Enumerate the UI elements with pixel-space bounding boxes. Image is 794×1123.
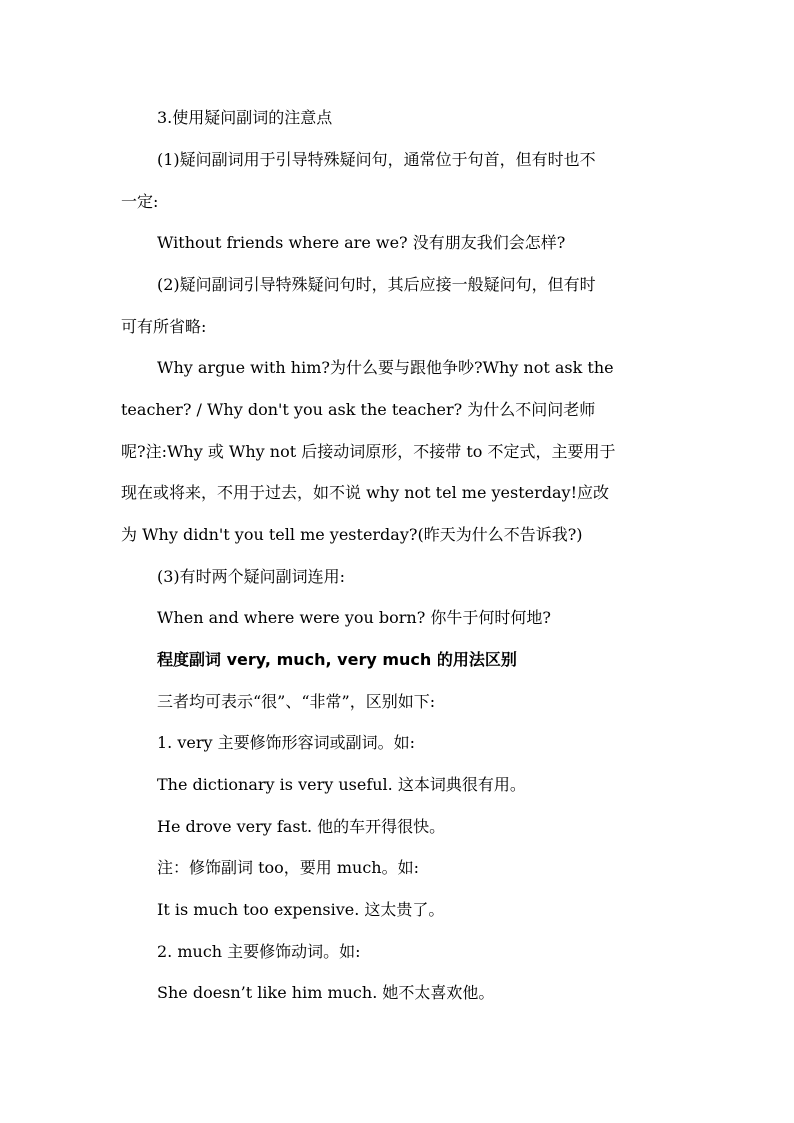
example-line: When and where were you born? 你牛于何时何地? [157, 608, 551, 627]
paragraph-line: 为 Why didn't you tell me yesterday?(昨天为什么不告诉我?) [121, 525, 583, 544]
section-heading: 3.使用疑问副词的注意点 [157, 108, 333, 127]
example-line: The dictionary is very useful. 这本词典很有用。 [157, 775, 526, 794]
paragraph-line: (1)疑问副词用于引导特殊疑问句，通常位于句首，但有时也不 [157, 150, 596, 169]
example-line: Why argue with him?为什么要与跟他争吵?Why not ask the [157, 358, 614, 377]
example-line: It is much too expensive. 这太贵了。 [157, 900, 445, 919]
paragraph-line: 呢?注:Why 或 Why not 后接动词原形，不接带 to 不定式，主要用于 [121, 442, 616, 461]
paragraph-line: (3)有时两个疑问副词连用: [157, 567, 346, 586]
paragraph-line: 三者均可表示“很”、“非常”，区别如下: [157, 692, 436, 711]
paragraph-line: 可有所省略: [121, 317, 207, 336]
bold-heading: 程度副词 very, much, very much 的用法区别 [157, 650, 517, 669]
paragraph-line: teacher? / Why don't you ask the teacher? 为什么不问问老师 [121, 400, 596, 419]
paragraph-line: (2)疑问副词引导特殊疑问句时，其后应接一般疑问句，但有时 [157, 275, 596, 294]
example-line: She doesn’t like him much. 她不太喜欢他。 [157, 983, 495, 1002]
note-line: 注：修饰副词 too，要用 much。如: [157, 858, 420, 877]
example-line: Without friends where are we? 没有朋友我们会怎样? [157, 233, 566, 252]
paragraph-line: 一定: [121, 192, 159, 211]
paragraph-line: 现在或将来，不用于过去，如不说 why not tel me yesterday!应改 [121, 483, 610, 502]
list-item: 1. very 主要修饰形容词或副词。如: [157, 733, 416, 752]
example-line: He drove very fast. 他的车开得很快。 [157, 817, 446, 836]
list-item: 2. much 主要修饰动词。如: [157, 942, 361, 961]
